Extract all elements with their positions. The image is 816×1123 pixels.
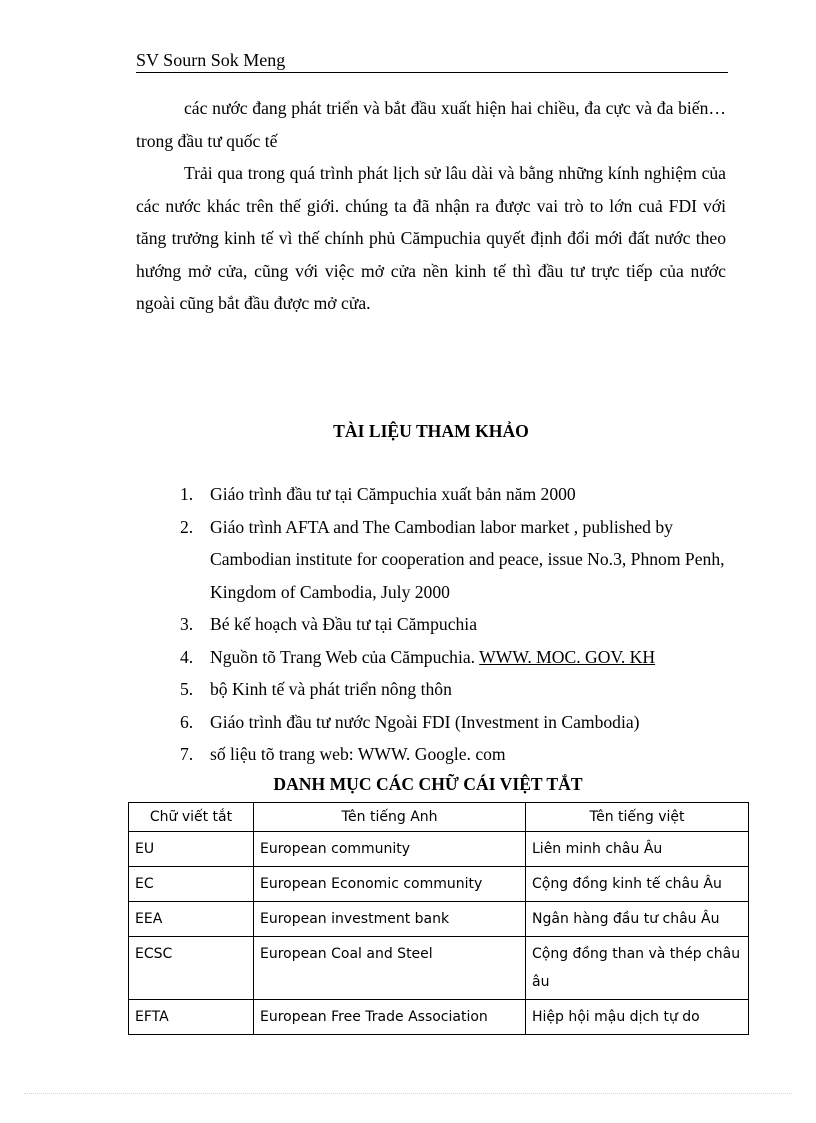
table-row	[129, 902, 749, 937]
abbreviations-table	[128, 802, 749, 1035]
reference-number: 2.	[180, 516, 194, 537]
table-row	[129, 937, 749, 1000]
reference-number: 3.	[180, 614, 194, 634]
cell-vietnamese-name: Cộng đồng kinh tế châu Âu	[526, 867, 749, 902]
reference-text: Giáo trình đầu tư tại Cămpuchia xuất bản năm 2000	[210, 484, 576, 504]
cell-english-name: European investment bank	[254, 902, 526, 937]
page-bottom-divider	[24, 1093, 792, 1094]
reference-item	[180, 608, 728, 641]
cell-vietnamese-name: Ngân hàng đầu tư châu Âu	[526, 902, 749, 937]
cell-english-name: European Coal and Steel	[254, 937, 526, 1000]
reference-link[interactable]: WWW. MOC. GOV. KH	[479, 646, 656, 667]
reference-number: 4.	[180, 646, 194, 667]
cell-english-name: European Economic community	[254, 867, 526, 902]
reference-item	[180, 673, 728, 706]
reference-item	[180, 478, 728, 511]
table-row	[129, 867, 749, 902]
reference-text-with-link	[210, 641, 728, 674]
table-row	[129, 1000, 749, 1035]
references-title: TÀI LIỆU THAM KHẢO	[333, 421, 529, 441]
reference-number: 7.	[180, 744, 194, 764]
cell-vietnamese-name: Hiệp hội mậu dịch tự do	[526, 1000, 749, 1035]
reference-text: số liệu tõ trang web: WWW. Google. com	[210, 744, 506, 764]
reference-text: Bé kế hoạch và Đầu tư tại Cămpuchia	[210, 614, 477, 634]
cell-abbreviation: EC	[129, 867, 254, 902]
reference-number: 1.	[180, 484, 194, 504]
cell-abbreviation: EEA	[129, 902, 254, 937]
reference-item	[180, 738, 728, 771]
reference-text: bộ Kinh tế và phát triển nông thôn	[210, 679, 452, 699]
reference-text: Giáo trình AFTA and The Cambodian labor market , published by Cambodian institute for cooperation and peace, issue No.3, Phnom Penh, Kingdom of Cambodia, July 2000	[210, 516, 725, 602]
column-header-abbreviation: Chữ viết tắt	[129, 803, 254, 832]
cell-abbreviation: EU	[129, 832, 254, 867]
reference-text: Giáo trình đầu tư nước Ngoài FDI (Investment in Cambodia)	[210, 711, 640, 732]
table-header-row	[129, 803, 749, 832]
cell-english-name: European Free Trade Association	[254, 1000, 526, 1035]
cell-vietnamese-name: Cộng đồng than và thép châu âu	[526, 937, 749, 1000]
body-paragraph-2: Trải qua trong quá trình phát lịch sử lâu dài và bằng những kính nghiệm của các nước khác trên thế giới. chúng ta đã nhận ra được vai trò to lớn cuả FDI với tăng trưởng kinh tế vì thế chính phủ Cămpuchia quyết định đổi mới đất nước theo hướng mở cửa, cũng với việc mở cửa nền kinh tế thì đầu tư trực tiếp của nước ngoài cũng bắt đầu được mở cửa.	[136, 163, 726, 313]
cell-english-name: European community	[254, 832, 526, 867]
cell-abbreviation: ECSC	[129, 937, 254, 1000]
abbreviations-title: DANH MỤC CÁC CHỮ CÁI VIỆT TẮT	[273, 774, 583, 794]
column-header-vietnamese-name: Tên tiếng việt	[526, 803, 749, 832]
column-header-english-name: Tên tiếng Anh	[254, 803, 526, 832]
body-paragraph-1: các nước đang phát triển và bắt đầu xuất hiện hai chiều, đa cực và đa biến… trong đầu tư quốc tế	[136, 98, 726, 151]
reference-item	[180, 641, 728, 674]
cell-vietnamese-name: Liên minh châu Âu	[526, 832, 749, 867]
header-author: SV Sourn Sok Meng	[136, 50, 286, 70]
table-row	[129, 832, 749, 867]
reference-number: 6.	[180, 711, 194, 732]
reference-item	[180, 706, 728, 739]
page-header	[136, 48, 728, 73]
references-list	[180, 478, 728, 771]
reference-item	[180, 511, 728, 609]
cell-abbreviation: EFTA	[129, 1000, 254, 1035]
reference-number: 5.	[180, 679, 194, 699]
reference-text: Nguồn tõ Trang Web của Cămpuchia.	[210, 646, 480, 667]
